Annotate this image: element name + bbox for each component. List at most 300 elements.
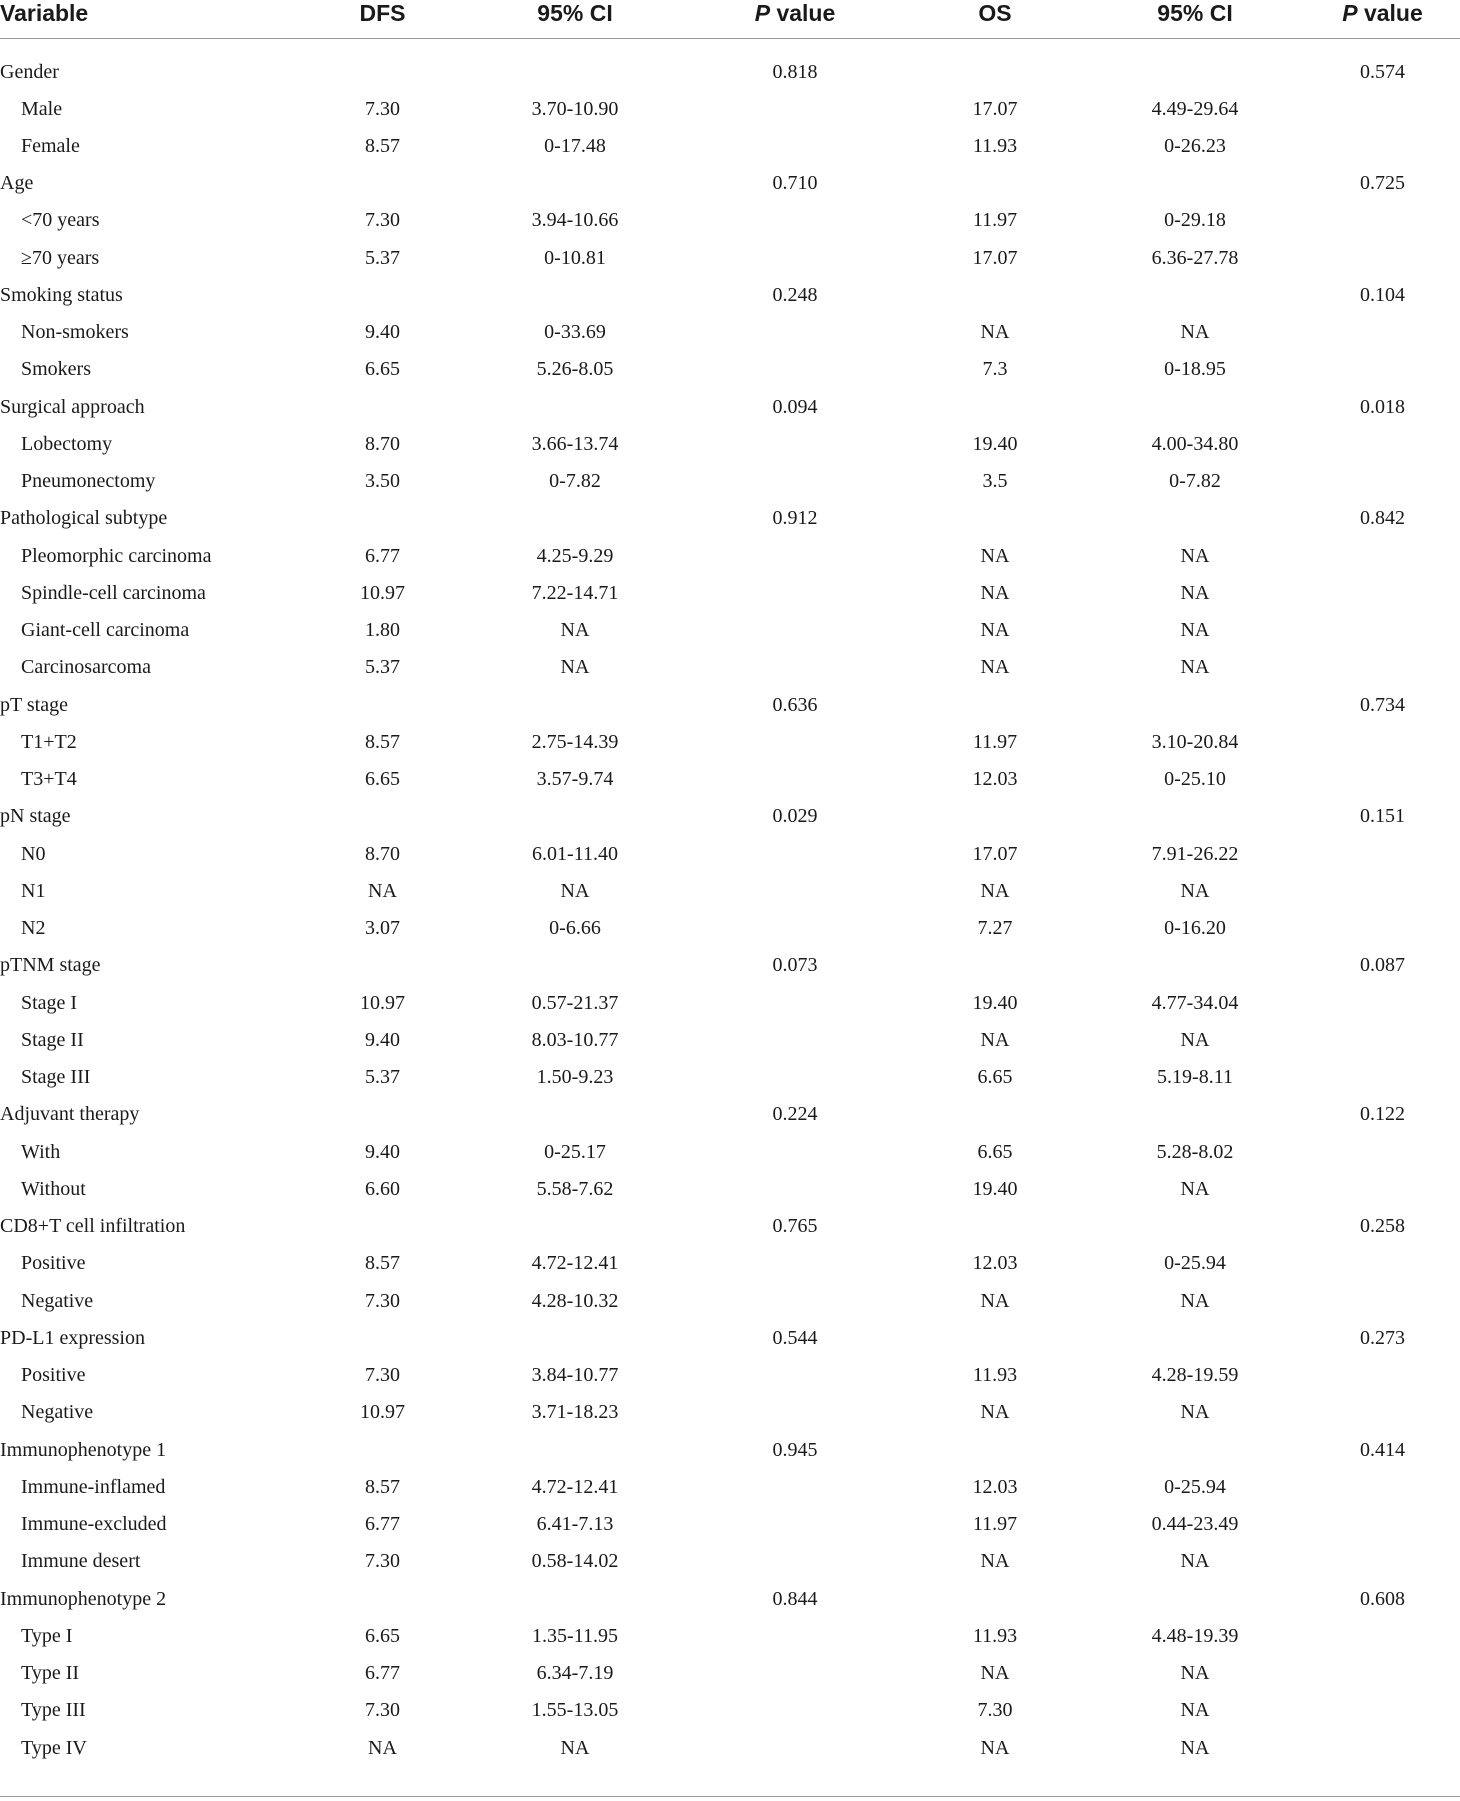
cell-os [905,1096,1085,1133]
cell-ci-os: NA [1180,1401,1210,1424]
table-row [0,1543,1460,1580]
table-body [0,39,1460,1767]
cell-p-value-dfs: 0.248 [772,283,818,306]
cell-variable: Without [21,1177,86,1200]
cell-ci-os: 0-25.94 [1164,1475,1226,1498]
cell-ci-dfs [465,39,685,91]
cell-p-value-os [1305,1021,1460,1058]
cell-p-value-dfs [685,1059,905,1096]
cell-ci-dfs: 0.58-14.02 [531,1550,619,1573]
cell-ci-os [1085,165,1305,202]
cell-ci-dfs: 6.41-7.13 [536,1513,614,1536]
cell-ci-os: 0-7.82 [1169,470,1221,493]
cell-ci-os: 0-18.95 [1164,358,1226,381]
cell-p-value-os [1305,835,1460,872]
table-row [0,202,1460,239]
cell-ci-os: NA [1180,619,1210,642]
cell-dfs: 3.07 [365,917,400,940]
cell-ci-dfs: 0-7.82 [549,470,601,493]
table-group-row [0,1319,1460,1356]
cell-dfs: 7.30 [365,209,400,232]
cell-os: 3.5 [982,470,1008,493]
table-bottom-rule [0,1796,1460,1797]
cell-p-value-dfs: 0.818 [772,60,818,83]
cell-variable: Gender [0,60,59,83]
table-row [0,1692,1460,1729]
table-group-row [0,947,1460,984]
cell-dfs [300,39,465,91]
cell-p-value-os [1305,1617,1460,1654]
cell-p-value-os: 0.842 [1360,507,1405,530]
cell-p-value-os: 0.018 [1360,395,1405,418]
cell-dfs: 6.77 [365,1662,400,1685]
table-row [0,1617,1460,1654]
cell-p-value-os: 0.574 [1360,60,1405,83]
cell-ci-os: 5.19-8.11 [1157,1066,1233,1089]
cell-ci-dfs [465,388,685,425]
cell-dfs: 7.30 [365,1289,400,1312]
cell-variable: Surgical approach [0,395,145,418]
cell-dfs: 7.30 [365,1364,400,1387]
cell-p-value-os [1305,649,1460,686]
cell-p-value-dfs: 0.710 [772,172,818,195]
cell-dfs [300,276,465,313]
cell-dfs [300,686,465,723]
cell-variable: Stage I [21,991,78,1014]
cell-ci-dfs: 5.58-7.62 [536,1177,614,1200]
cell-variable: Positive [21,1364,86,1387]
cell-p-value-dfs [685,761,905,798]
table-row [0,649,1460,686]
table-row [0,984,1460,1021]
cell-dfs [300,1431,465,1468]
cell-variable: Immune-excluded [21,1513,167,1536]
cell-ci-dfs [465,1580,685,1617]
cell-variable: Type I [21,1624,73,1647]
cell-ci-dfs: 4.28-10.32 [531,1289,619,1312]
cell-p-value-dfs [685,127,905,164]
cell-dfs [300,1580,465,1617]
cell-variable: Immune desert [21,1550,141,1573]
cell-dfs [300,1319,465,1356]
cell-ci-dfs: 3.70-10.90 [531,97,619,120]
cell-os: NA [980,1401,1010,1424]
cell-p-value-dfs [685,1468,905,1505]
cell-ci-dfs: 7.22-14.71 [531,581,619,604]
cell-ci-dfs: 0-10.81 [544,246,606,269]
cell-p-value-dfs: 0.073 [772,954,818,977]
cell-ci-dfs: 4.72-12.41 [531,1475,619,1498]
cell-variable: Non-smokers [21,321,129,344]
cell-ci-dfs: 3.84-10.77 [531,1364,619,1387]
cell-p-value-os: 0.725 [1360,172,1405,195]
cell-ci-dfs: 0.57-21.37 [531,991,619,1014]
cell-ci-os: 0-29.18 [1164,209,1226,232]
cell-os: 12.03 [972,768,1018,791]
cell-ci-os [1085,276,1305,313]
cell-ci-os: NA [1180,1289,1210,1312]
cell-ci-dfs: 0-17.48 [544,134,606,157]
cell-os: NA [980,1289,1010,1312]
cell-os: NA [980,1736,1010,1759]
cell-ci-os [1085,1319,1305,1356]
header-p-value-dfs [685,0,905,39]
cell-variable: Pleomorphic carcinoma [21,544,212,567]
cell-os [905,39,1085,91]
cell-p-value-dfs [685,574,905,611]
cell-variable: Carcinosarcoma [21,656,151,679]
table-group-row [0,276,1460,313]
cell-dfs: 7.30 [365,1550,400,1573]
cell-p-value-os [1305,761,1460,798]
cell-dfs [300,798,465,835]
cell-variable: Pathological subtype [0,507,168,530]
cell-p-value-os [1305,127,1460,164]
cell-variable: pTNM stage [0,954,101,977]
cell-p-value-dfs [685,202,905,239]
cell-p-value-os [1305,1394,1460,1431]
cell-dfs: 5.37 [365,656,400,679]
cell-variable: PD-L1 expression [0,1326,145,1349]
cell-variable: Negative [21,1289,94,1312]
cell-os: 7.30 [977,1699,1013,1722]
cell-ci-dfs: 4.25-9.29 [536,544,614,567]
cell-dfs: 6.65 [365,768,400,791]
cell-ci-dfs: NA [560,656,590,679]
cell-p-value-dfs [685,835,905,872]
cell-os: 6.65 [977,1066,1013,1089]
table-row [0,723,1460,760]
header-p-italic: P [754,0,771,26]
cell-p-value-dfs [685,90,905,127]
table-row [0,872,1460,909]
cell-dfs: 9.40 [365,1028,400,1051]
cell-p-value-dfs [685,649,905,686]
cell-os: 19.40 [972,991,1018,1014]
cell-dfs: 1.80 [365,619,400,642]
cell-ci-os [1085,1580,1305,1617]
cell-p-value-os [1305,1468,1460,1505]
table-row [0,1059,1460,1096]
table-row [0,1133,1460,1170]
cell-p-value-dfs: 0.544 [772,1326,818,1349]
cell-ci-os [1085,388,1305,425]
cell-p-value-dfs [685,1729,905,1766]
cell-p-value-dfs [685,984,905,1021]
cell-p-value-os [1305,1655,1460,1692]
table-group-row [0,388,1460,425]
cell-ci-os: NA [1180,879,1210,902]
cell-dfs: 8.57 [365,1252,400,1275]
cell-os: 6.65 [977,1140,1013,1163]
cell-dfs: 8.57 [365,134,400,157]
table-group-row [0,1208,1460,1245]
cell-variable: Positive [21,1252,86,1275]
table-row [0,314,1460,351]
cell-variable: Smoking status [0,283,123,306]
cell-p-value-dfs [685,910,905,947]
cell-p-value-os: 0.414 [1360,1438,1405,1461]
cell-ci-os [1085,1096,1305,1133]
cell-variable: Negative [21,1401,94,1424]
cell-ci-os: NA [1180,321,1210,344]
header-p-italic: P [1342,0,1358,26]
cell-ci-os: NA [1180,1550,1210,1573]
cell-os: NA [980,1662,1010,1685]
cell-ci-dfs: 0-6.66 [549,917,601,940]
cell-dfs [300,1208,465,1245]
table-row [0,239,1460,276]
table-row [0,1357,1460,1394]
cell-ci-os: 6.36-27.78 [1151,246,1239,269]
cell-p-value-os [1305,351,1460,388]
cell-dfs [300,388,465,425]
cell-variable: CD8+T cell infiltration [0,1215,186,1238]
cell-ci-dfs: NA [560,879,590,902]
cell-os: NA [980,1028,1010,1051]
cell-p-value-os: 0.151 [1360,805,1405,828]
cell-p-value-dfs [685,1506,905,1543]
cell-os: 17.07 [972,97,1018,120]
cell-variable: Stage II [21,1028,84,1051]
cell-p-value-dfs [685,1282,905,1319]
table-row [0,425,1460,462]
cell-variable: Immunophenotype 2 [0,1587,167,1610]
cell-ci-dfs: 4.72-12.41 [531,1252,619,1275]
table-row [0,537,1460,574]
cell-ci-os: 0-25.10 [1164,768,1226,791]
cell-dfs: NA [368,1736,397,1759]
cell-p-value-os [1305,202,1460,239]
cell-os: 7.3 [982,358,1008,381]
cell-p-value-os [1305,1245,1460,1282]
cell-os: 7.27 [977,917,1013,940]
cell-os: NA [980,1550,1010,1573]
cell-ci-os: NA [1180,1736,1210,1759]
cell-p-value-dfs [685,314,905,351]
cell-dfs: 10.97 [360,1401,405,1424]
cell-p-value-dfs [685,1543,905,1580]
cell-os [905,165,1085,202]
cell-ci-os: 0-16.20 [1164,917,1226,940]
cell-os [905,1319,1085,1356]
cell-ci-dfs: 0-25.17 [544,1140,606,1163]
header-p-rest: value [770,0,836,26]
header-os: OS [978,0,1012,26]
table-header [0,0,1460,39]
cell-p-value-dfs: 0.945 [772,1438,818,1461]
cell-ci-dfs [465,686,685,723]
cell-p-value-os [1305,1133,1460,1170]
cell-os: 11.97 [972,209,1018,232]
table-group-row [0,686,1460,723]
table-group-row [0,39,1460,91]
cell-dfs: 6.77 [365,1513,400,1536]
cell-os: 17.07 [972,246,1018,269]
table-row [0,90,1460,127]
cell-os: NA [980,656,1010,679]
cell-dfs: 5.37 [365,1066,400,1089]
cell-variable: Smokers [21,358,91,381]
cell-p-value-dfs [685,723,905,760]
cell-dfs: NA [368,879,397,902]
cell-os [905,1580,1085,1617]
cell-p-value-os [1305,1543,1460,1580]
cell-dfs: 6.65 [365,1624,400,1647]
cell-dfs: 10.97 [360,991,405,1014]
cell-p-value-os [1305,239,1460,276]
table-row [0,612,1460,649]
cell-ci-os: 0-26.23 [1164,134,1226,157]
cell-os [905,1208,1085,1245]
cell-dfs: 6.65 [365,358,400,381]
cell-ci-os: 4.48-19.39 [1151,1624,1239,1647]
cell-p-value-dfs [685,1617,905,1654]
table-row [0,910,1460,947]
cell-p-value-os [1305,1692,1460,1729]
cell-ci-os [1085,947,1305,984]
cell-ci-dfs: 0-33.69 [544,321,606,344]
cell-p-value-dfs [685,1021,905,1058]
cell-variable: T3+T4 [21,768,77,791]
cell-dfs: 5.37 [365,246,400,269]
table-row [0,1394,1460,1431]
cell-ci-dfs: NA [560,1736,590,1759]
table-row [0,463,1460,500]
cell-p-value-dfs: 0.636 [772,693,818,716]
cell-dfs: 7.30 [365,97,400,120]
cell-p-value-dfs [685,612,905,649]
cell-p-value-os [1305,910,1460,947]
table-row [0,761,1460,798]
cell-p-value-os: 0.122 [1360,1103,1405,1126]
cell-ci-os: 4.49-29.64 [1151,97,1239,120]
cell-ci-os [1085,500,1305,537]
header-row [0,0,1460,39]
cell-p-value-os: 0.087 [1360,954,1405,977]
cell-os: 19.40 [972,432,1018,455]
cell-dfs: 10.97 [360,581,405,604]
cell-ci-dfs [465,500,685,537]
cell-ci-os: 0.44-23.49 [1151,1513,1239,1536]
cell-variable: Age [0,172,34,195]
cell-ci-dfs [465,1319,685,1356]
cell-ci-os: 3.10-20.84 [1151,730,1239,753]
cell-variable: pT stage [0,693,68,716]
cell-ci-dfs [465,276,685,313]
cell-ci-dfs [465,947,685,984]
header-variable: Variable [0,0,89,26]
cell-ci-dfs: 3.94-10.66 [531,209,619,232]
cell-p-value-os [1305,872,1460,909]
cell-ci-os: NA [1180,1662,1210,1685]
cell-os: 11.93 [972,134,1018,157]
cell-ci-dfs: 3.66-13.74 [531,432,619,455]
cell-p-value-os [1305,314,1460,351]
cell-variable: Male [21,97,63,120]
cell-os: 11.93 [972,1364,1018,1387]
cell-os: 11.97 [972,1513,1018,1536]
cell-dfs: 9.40 [365,321,400,344]
cell-dfs: 8.57 [365,1475,400,1498]
table-group-row [0,165,1460,202]
cell-dfs [300,947,465,984]
table-row [0,127,1460,164]
cell-p-value-os: 0.273 [1360,1326,1405,1349]
header-p-rest: value [1357,0,1423,26]
header-dfs: DFS [359,0,406,26]
cell-dfs: 9.40 [365,1140,400,1163]
cell-p-value-dfs [685,425,905,462]
cell-p-value-dfs [685,1692,905,1729]
cell-ci-dfs [465,1096,685,1133]
cell-p-value-dfs [685,351,905,388]
cell-ci-os [1085,686,1305,723]
cell-ci-os: NA [1180,581,1210,604]
cell-p-value-os: 0.104 [1360,283,1405,306]
cell-os: 11.97 [972,730,1018,753]
cell-p-value-os: 0.608 [1360,1587,1405,1610]
cell-ci-dfs: 1.55-13.05 [531,1699,619,1722]
table-row [0,351,1460,388]
cell-variable: N1 [21,879,46,902]
cell-ci-dfs: NA [560,619,590,642]
cell-os [905,1431,1085,1468]
cell-ci-dfs: 2.75-14.39 [531,730,619,753]
cell-os [905,947,1085,984]
cell-ci-os: 7.91-26.22 [1151,842,1239,865]
cell-dfs [300,1096,465,1133]
cell-p-value-os [1305,612,1460,649]
table-row [0,1506,1460,1543]
table-group-row [0,1431,1460,1468]
cell-p-value-dfs: 0.029 [772,805,818,828]
cell-p-value-dfs: 0.912 [772,507,818,530]
cell-ci-os: 4.28-19.59 [1151,1364,1239,1387]
cell-variable: Stage III [21,1066,91,1089]
table-group-row [0,1580,1460,1617]
cell-dfs: 8.70 [365,842,400,865]
cell-ci-os [1085,1208,1305,1245]
cell-dfs: 7.30 [365,1699,400,1722]
cell-os [905,388,1085,425]
cell-variable: Immunophenotype 1 [0,1438,167,1461]
cell-p-value-dfs [685,463,905,500]
header-ci-os: 95% CI [1157,0,1233,26]
cell-p-value-os [1305,723,1460,760]
cell-p-value-dfs [685,1170,905,1207]
cell-variable: N2 [21,917,46,940]
cell-os: NA [980,879,1010,902]
cell-ci-os: 0-25.94 [1164,1252,1226,1275]
cell-ci-os: NA [1180,1028,1210,1051]
cell-p-value-os [1305,1282,1460,1319]
cell-variable: Giant-cell carcinoma [21,619,190,642]
cell-variable: Type IV [21,1736,87,1759]
cell-variable: Pneumonectomy [21,470,156,493]
cell-os: NA [980,321,1010,344]
cell-variable: <70 years [21,209,100,232]
cell-p-value-os [1305,1357,1460,1394]
table-group-row [0,1096,1460,1133]
cell-ci-os [1085,798,1305,835]
table-row [0,1729,1460,1766]
header-p-value-os [1305,0,1460,39]
cell-ci-os: NA [1180,1177,1210,1200]
table-group-row [0,798,1460,835]
cell-dfs: 6.60 [365,1177,400,1200]
cell-os: 12.03 [972,1475,1018,1498]
